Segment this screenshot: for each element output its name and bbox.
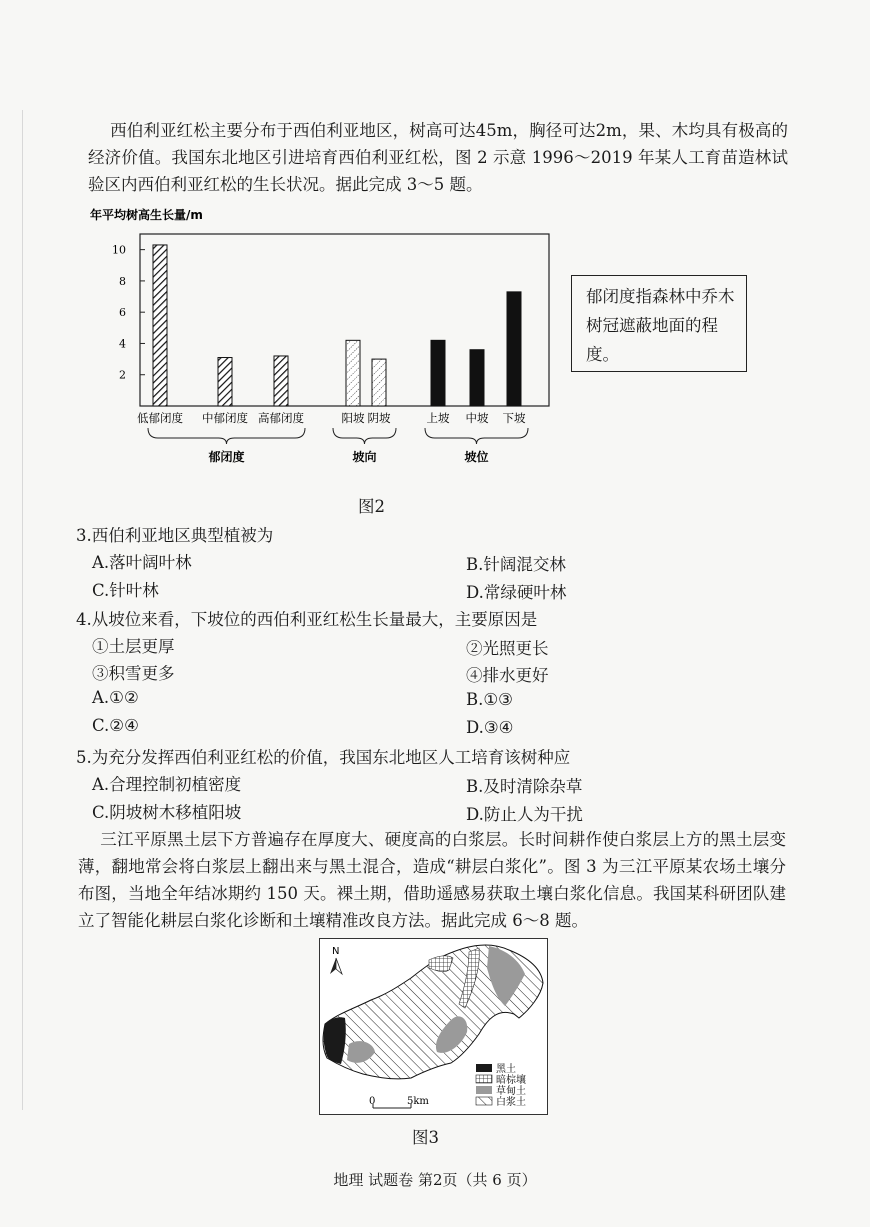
q5-option-d: D.防止人为干扰 bbox=[466, 805, 583, 824]
legend-swatch-dark-brown bbox=[476, 1075, 492, 1083]
note-box bbox=[571, 275, 747, 372]
x-tick-label: 下坡 bbox=[502, 411, 526, 425]
x-tick-label: 上坡 bbox=[426, 411, 450, 425]
dark-brown-soil-region bbox=[429, 956, 453, 972]
bars bbox=[153, 245, 521, 406]
group-label: 坡位 bbox=[464, 450, 489, 464]
binding-margin-line bbox=[22, 110, 23, 1110]
legend-label-white-soil: 白浆土 bbox=[496, 1097, 526, 1108]
q4-option-a: A.①② bbox=[92, 688, 139, 707]
group-brace bbox=[148, 428, 305, 444]
figure-2-caption: 图2 bbox=[358, 497, 385, 516]
figure-2-chart bbox=[90, 205, 560, 480]
q4-item-3: ③积雪更多 bbox=[92, 664, 175, 683]
x-tick-label: 低郁闭度 bbox=[137, 411, 183, 425]
legend-swatch-black-soil bbox=[476, 1064, 492, 1072]
passage-2-text: 三江平原黑土层下方普遍存在厚度大、硬度高的白浆层。长时间耕作使白浆层上方的黑土层变薄，翻地常会将白浆层上翻出来与黑土混合，造成“耕层白浆化”。图 3 为三江平原某农场土壤分布图，当地全年结冰期约 150 天。裸土期，借助遥感易获取土壤白浆化信息。我国某科研团队建立了智能化耕层白浆化诊断和土壤精准改良方法。据此完成 6～8 题。 bbox=[78, 830, 786, 930]
north-label: N bbox=[332, 946, 340, 957]
group-brace bbox=[333, 428, 396, 444]
bar-4 bbox=[346, 340, 360, 406]
group-label: 郁闭度 bbox=[208, 450, 245, 464]
y-tick-label: 6 bbox=[119, 306, 126, 320]
y-tick-label: 8 bbox=[119, 274, 126, 288]
y-tick-label: 2 bbox=[119, 368, 126, 382]
q3-option-b: B.针阔混交林 bbox=[466, 555, 566, 574]
y-axis-label: 年平均树高生长量/m bbox=[90, 208, 203, 222]
x-tick-label: 阴坡 bbox=[367, 411, 391, 425]
legend-label-meadow: 草甸土 bbox=[496, 1086, 526, 1097]
q3-option-c: C.针叶林 bbox=[92, 581, 159, 600]
x-tick-label: 中郁闭度 bbox=[202, 411, 248, 425]
figure-3-map bbox=[319, 938, 549, 1116]
scale-zero: 0 bbox=[369, 1096, 376, 1107]
page-footer: 地理 试题卷 第2页（共 6 页） bbox=[333, 1171, 537, 1189]
bar-8 bbox=[507, 292, 521, 406]
passage-1-text: 西伯利亚红松主要分布于西伯利亚地区，树高可达45m，胸径可达2m，果、木均具有极高的经济价值。我国东北地区引进培育西伯利亚红松，图 2 示意 1996～2019 年某人工育苗造林试验区内西伯利亚红松的生长状况。据此完成 3～5 题。 bbox=[88, 121, 788, 194]
figure-3-caption: 图3 bbox=[412, 1128, 439, 1147]
bar-6 bbox=[431, 340, 445, 406]
q4-item-4: ④排水更好 bbox=[466, 666, 549, 685]
q4-item-1: ①土层更厚 bbox=[92, 637, 175, 656]
question-4-stem: 4.从坡位来看，下坡位的西伯利亚红松生长量最大，主要原因是 bbox=[76, 610, 538, 629]
x-tick-labels bbox=[137, 411, 526, 425]
bar-7 bbox=[470, 350, 484, 406]
q4-option-c: C.②④ bbox=[92, 716, 139, 735]
q3-option-a: A.落叶阔叶林 bbox=[92, 553, 192, 572]
group-braces bbox=[148, 428, 528, 464]
q5-option-b: B.及时清除杂草 bbox=[466, 777, 583, 796]
passage-1 bbox=[88, 117, 788, 198]
q3-option-d: D.常绿硬叶林 bbox=[466, 583, 567, 602]
note-text: 郁闭度指森林中乔木树冠遮蔽地面的程度。 bbox=[586, 287, 735, 364]
group-brace bbox=[425, 428, 528, 444]
y-tick-label: 4 bbox=[119, 337, 126, 351]
bar-2 bbox=[218, 358, 232, 406]
q4-option-d: D.③④ bbox=[466, 718, 514, 737]
bar-1 bbox=[153, 245, 167, 406]
passage-2 bbox=[78, 826, 786, 934]
x-tick-label: 高郁闭度 bbox=[258, 411, 304, 425]
bar-5 bbox=[372, 359, 386, 406]
y-tick-label: 10 bbox=[112, 243, 126, 257]
q4-option-b: B.①③ bbox=[466, 690, 513, 709]
legend-label-dark-brown: 暗棕壤 bbox=[496, 1075, 526, 1086]
q4-item-2: ②光照更长 bbox=[466, 639, 549, 658]
group-label: 坡向 bbox=[352, 450, 377, 464]
legend-label-black-soil: 黑土 bbox=[496, 1064, 516, 1075]
question-5-stem: 5.为充分发挥西伯利亚红松的价值，我国东北地区人工培育该树种应 bbox=[76, 748, 571, 767]
plot-frame bbox=[140, 234, 549, 406]
question-3-stem: 3.西伯利亚地区典型植被为 bbox=[76, 526, 274, 545]
bar-3 bbox=[274, 356, 288, 406]
scale-distance: 5km bbox=[407, 1096, 429, 1107]
legend-swatch-meadow bbox=[476, 1086, 492, 1094]
x-tick-label: 阳坡 bbox=[341, 411, 365, 425]
q5-option-a: A.合理控制初植密度 bbox=[92, 775, 242, 794]
legend-swatch-white-soil bbox=[476, 1097, 492, 1105]
x-tick-label: 中坡 bbox=[465, 411, 489, 425]
q5-option-c: C.阴坡树木移植阳坡 bbox=[92, 803, 242, 822]
